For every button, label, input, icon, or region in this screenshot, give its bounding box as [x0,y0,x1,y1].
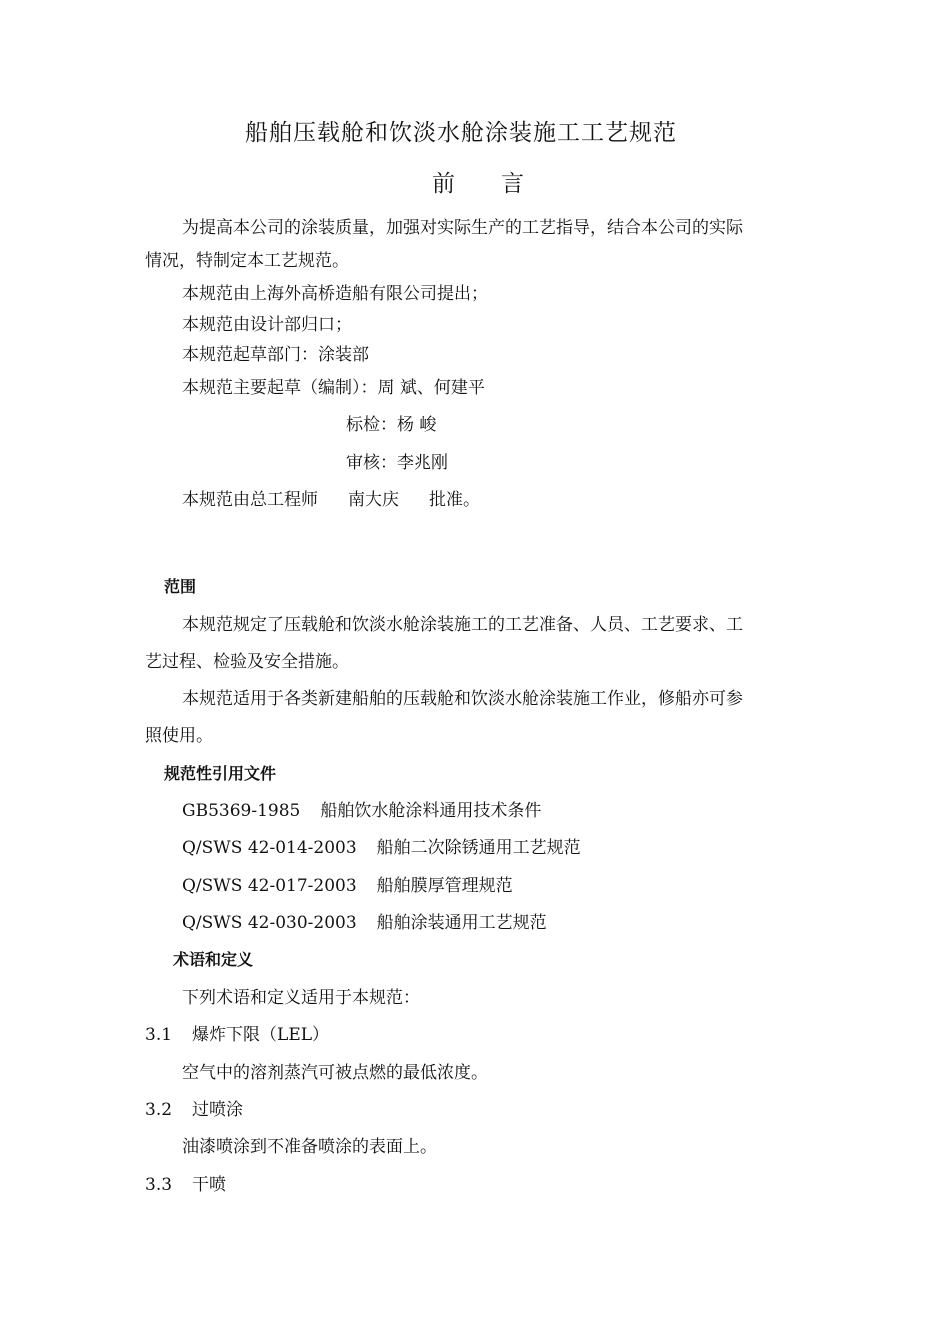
term-name: 干喷 [192,1175,227,1195]
scope-p1-line1: 本规范规定了压载舱和饮淡水舱涂装施工的工艺准备、人员、工艺要求、工 [182,615,743,635]
reference-name: 船舶二次除锈通用工艺规范 [376,838,581,858]
terms-intro: 下列术语和定义适用于本规范： [182,988,420,1008]
term-name: 过喷涂 [192,1100,244,1120]
reference-item [182,837,581,859]
term-number: 3.2 [145,1100,173,1120]
terms-heading: 术语和定义 [173,950,254,969]
reference-name: 船舶饮水舱涂料通用技术条件 [320,801,542,821]
scope-p1-line2: 艺过程、检验及安全措施。 [145,652,349,672]
term-definition: 空气中的溶剂蒸汽可被点燃的最低浓度。 [182,1063,488,1083]
term-item-heading [145,1174,226,1196]
term-definition: 油漆喷涂到不准备喷涂的表面上。 [182,1137,437,1157]
preface-dept-line: 本规范起草部门：涂装部 [182,345,369,365]
reference-item [182,875,513,897]
preface-approval-line [182,489,480,511]
document-title: 船舶压载舱和饮淡水舱涂装施工工艺规范 [245,120,677,146]
preface-drafters-line: 本规范主要起草（编制）：周 斌、何建平 [182,378,485,398]
approval-prefix: 本规范由总工程师 [182,490,318,510]
scope-p2-line1: 本规范适用于各类新建船舶的压载舱和饮淡水舱涂装施工作业，修船亦可参 [182,689,743,709]
preface-heading [432,169,524,199]
references-heading: 规范性引用文件 [164,764,277,783]
preface-reviewer-line: 审核：李兆刚 [346,453,448,473]
preface-managed-line: 本规范由设计部归口； [182,315,352,335]
preface-heading-left: 前 [432,171,455,197]
scope-p2-line2: 照使用。 [145,726,213,746]
scope-heading: 范围 [164,577,197,596]
reference-code: GB5369-1985 [182,801,301,821]
preface-heading-right: 言 [501,171,524,197]
term-item-heading [145,1099,243,1121]
term-item-heading [145,1024,329,1046]
reference-code: Q/SWS 42-030-2003 [182,913,357,933]
preface-checker-line: 标检：杨 峻 [346,415,437,435]
approval-name: 南大庆 [348,490,399,510]
preface-paragraph-line2: 情况，特制定本工艺规范。 [145,251,349,271]
term-name: 爆炸下限（LEL） [192,1025,330,1045]
preface-paragraph-line1: 为提高本公司的涂装质量，加强对实际生产的工艺指导，结合本公司的实际 [182,218,743,238]
reference-name: 船舶涂装通用工艺规范 [376,913,547,933]
reference-code: Q/SWS 42-017-2003 [182,876,357,896]
term-number: 3.1 [145,1025,173,1045]
reference-item [182,912,547,934]
preface-proposed-line: 本规范由上海外高桥造船有限公司提出； [182,284,488,304]
reference-code: Q/SWS 42-014-2003 [182,838,357,858]
reference-item [182,800,541,822]
reference-name: 船舶膜厚管理规范 [376,876,513,896]
term-number: 3.3 [145,1175,173,1195]
approval-suffix: 批准。 [429,490,480,510]
